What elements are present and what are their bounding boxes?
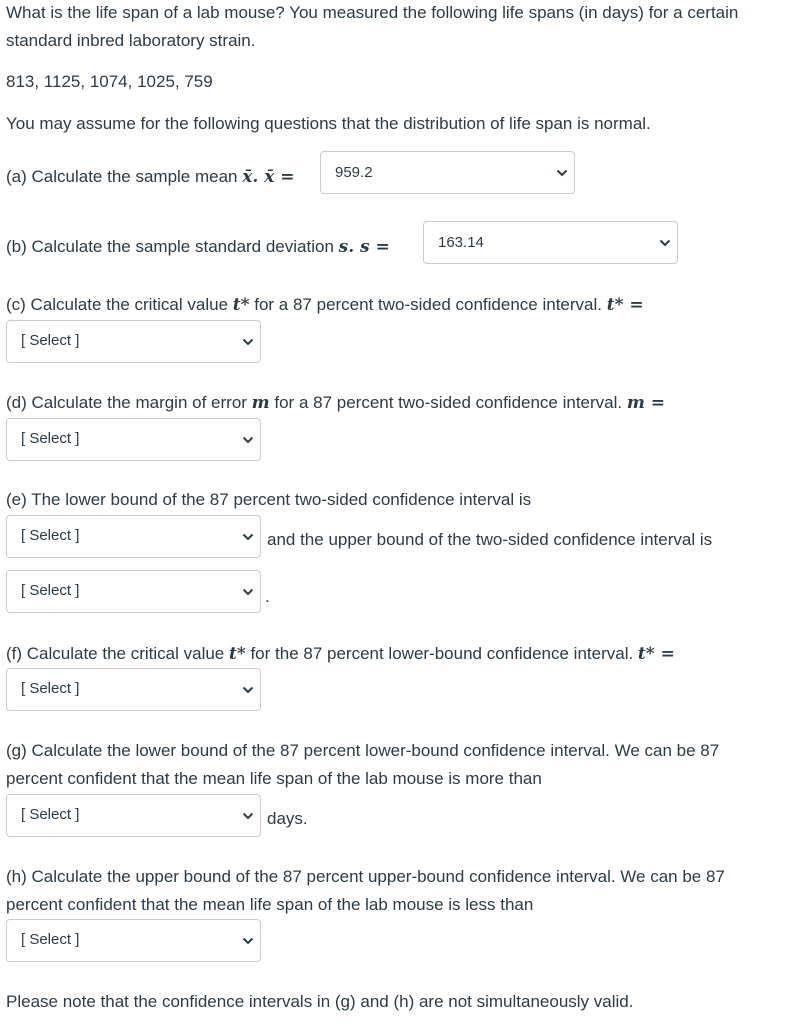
- chevron-down-icon: [242, 936, 254, 946]
- answer-d-value: [ Select ]: [21, 430, 80, 447]
- question-h-line2: percent confident that the mean life span of the lab mouse is less than: [6, 895, 534, 914]
- answer-h-value: [ Select ]: [21, 931, 80, 948]
- answer-h-select[interactable]: [6, 919, 261, 962]
- answer-c-value: [ Select ]: [21, 332, 80, 349]
- question-intro-line2: standard inbred laboratory strain.: [6, 31, 256, 50]
- question-b-var: s. s =: [338, 237, 390, 257]
- answer-g-select[interactable]: [6, 794, 261, 837]
- answer-a-select[interactable]: [320, 151, 575, 194]
- chevron-down-icon: [659, 238, 671, 248]
- question-e-mid: and the upper bound of the two-sided confidence interval is: [267, 530, 713, 549]
- answer-e-upper-value: [ Select ]: [21, 582, 80, 599]
- answer-e-upper-select[interactable]: [6, 570, 261, 613]
- chevron-down-icon: [556, 168, 568, 178]
- answer-b-select[interactable]: [423, 221, 678, 264]
- question-b-text: (b) Calculate the sample standard deviation: [6, 237, 339, 256]
- question-c-var1: t*: [232, 295, 250, 315]
- question-f-var2: t* =: [637, 644, 675, 664]
- question-f: [6, 644, 675, 664]
- question-intro-line1: What is the life span of a lab mouse? You measured the following life spans (in days) for a certain: [6, 3, 739, 22]
- question-c-text: (c) Calculate the critical value: [6, 295, 233, 314]
- chevron-down-icon: [242, 811, 254, 821]
- answer-e-lower-value: [ Select ]: [21, 527, 80, 544]
- question-b: [6, 237, 390, 257]
- question-g-line1: (g) Calculate the lower bound of the 87 percent lower-bound confidence interval. We can be 87: [6, 741, 720, 760]
- question-g-unit: days.: [267, 809, 308, 828]
- assumption-text: You may assume for the following questions that the distribution of life span is normal.: [6, 114, 651, 133]
- question-d-mid: for a 87 percent two-sided confidence interval.: [269, 393, 627, 412]
- question-c-var2: t* =: [606, 295, 644, 315]
- question-h-line1: (h) Calculate the upper bound of the 87 percent upper-bound confidence interval. We can be 87: [6, 867, 725, 886]
- question-d-var2: m =: [626, 393, 666, 413]
- footer-note: Please note that the confidence intervals in (g) and (h) are not simultaneously valid.: [6, 992, 634, 1011]
- question-d-var1: m: [251, 393, 270, 413]
- question-a-text: (a) Calculate the sample mean: [6, 167, 243, 186]
- question-e-period: .: [265, 587, 270, 606]
- data-values: 813, 1125, 1074, 1025, 759: [6, 72, 213, 91]
- answer-e-lower-select[interactable]: [6, 515, 261, 558]
- question-a-var: x̄. x̄ =: [242, 167, 295, 187]
- chevron-down-icon: [242, 337, 254, 347]
- chevron-down-icon: [242, 685, 254, 695]
- chevron-down-icon: [242, 532, 254, 542]
- question-c-mid: for a 87 percent two-sided confidence interval.: [249, 295, 607, 314]
- question-e-text: (e) The lower bound of the 87 percent two-sided confidence interval is: [6, 490, 532, 509]
- question-c: [6, 295, 644, 315]
- chevron-down-icon: [242, 435, 254, 445]
- question-f-mid: for the 87 percent lower-bound confidence interval.: [245, 644, 638, 663]
- question-g-line2: percent confident that the mean life span of the lab mouse is more than: [6, 769, 542, 788]
- question-d: [6, 393, 665, 413]
- question-a: [6, 167, 295, 187]
- answer-f-value: [ Select ]: [21, 680, 80, 697]
- answer-b-value: 163.14: [438, 234, 484, 251]
- answer-f-select[interactable]: [6, 668, 261, 711]
- answer-a-value: 959.2: [335, 164, 373, 181]
- question-d-text: (d) Calculate the margin of error: [6, 393, 252, 412]
- question-f-var1: t*: [228, 644, 246, 664]
- chevron-down-icon: [242, 587, 254, 597]
- answer-d-select[interactable]: [6, 418, 261, 461]
- answer-g-value: [ Select ]: [21, 806, 80, 823]
- answer-c-select[interactable]: [6, 320, 261, 363]
- question-f-text: (f) Calculate the critical value: [6, 644, 229, 663]
